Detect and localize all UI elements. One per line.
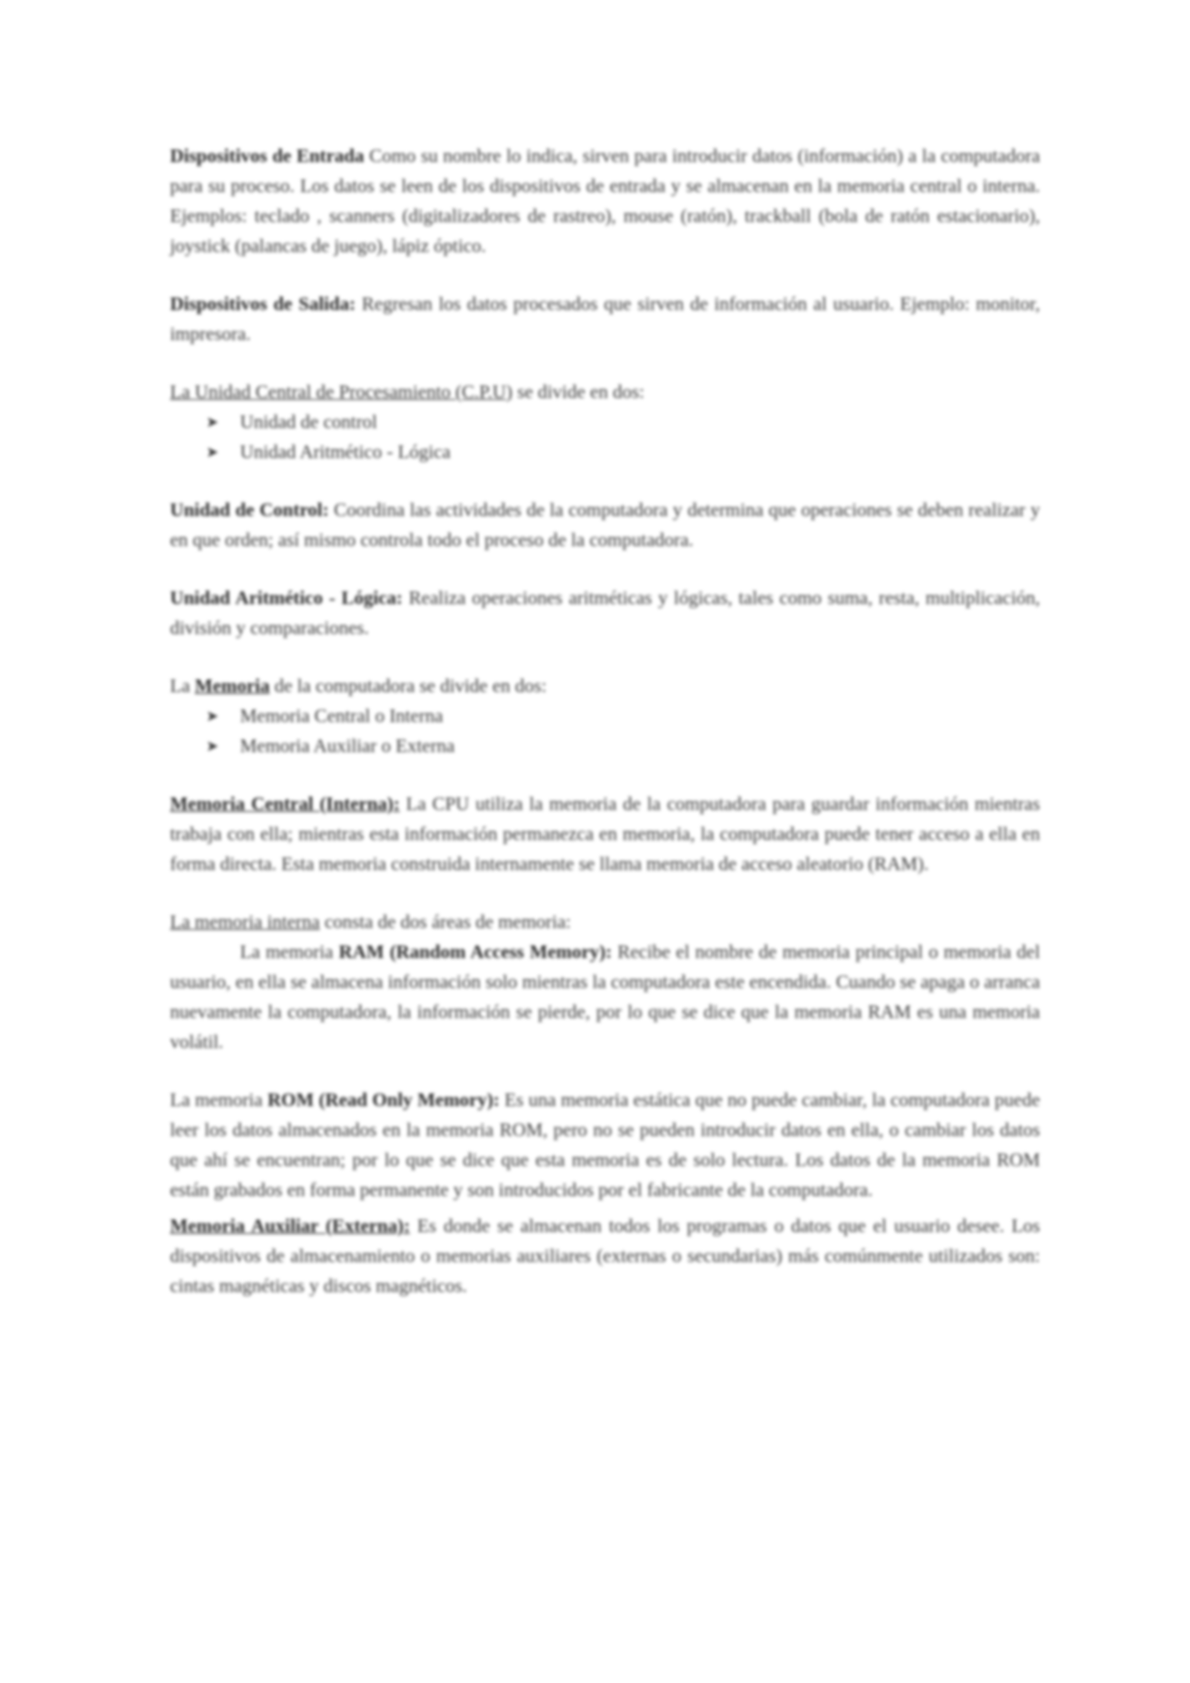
term-auxiliary-memory: Memoria Auxiliar (Externa): xyxy=(170,1216,411,1237)
paragraph-ram xyxy=(170,938,1040,1058)
paragraph-internal-memory-intro xyxy=(170,908,1040,938)
list-item xyxy=(206,408,1040,438)
list-item-label: Memoria Auxiliar o Externa xyxy=(240,736,455,757)
term-output-devices: Dispositivos de Salida: xyxy=(170,294,356,315)
rom-text: Es una memoria estática que no puede cambiar, la computadora puede leer los datos almacenados en la memoria ROM, pero no se pueden introducir datos en ella, o cambiar los datos que ahí se encuentran; por lo que se dice que esta memoria es de solo lectura. Los datos de la memoria ROM están grabados en forma permanente y son introducidos por el fabricante de la computadora. xyxy=(170,1090,1041,1201)
bullet-arrow-icon: ➤ xyxy=(206,709,219,725)
cpu-parts-list xyxy=(170,408,1040,468)
memory-intro-text: de la computadora se divide en dos: xyxy=(269,676,547,697)
term-internal-memory: La memoria interna xyxy=(170,912,320,933)
term-memory: Memoria xyxy=(194,676,270,697)
paragraph-auxiliary-memory xyxy=(170,1212,1040,1302)
paragraph-rom xyxy=(170,1086,1040,1206)
paragraph-control-unit xyxy=(170,496,1040,556)
paragraph-memory-intro xyxy=(170,672,1040,702)
control-unit-text: Coordina las actividades de la computadora y determina que operaciones se deben realizar y en que orden; así mismo controla todo el proceso de la computadora. xyxy=(170,500,1040,551)
term-control-unit: Unidad de Control: xyxy=(170,500,329,521)
paragraph-input-devices xyxy=(170,142,1040,262)
memory-intro-prefix: La xyxy=(170,676,195,697)
input-devices-text: Como su nombre lo indica, sirven para introducir datos (información) a la computadora para su proceso. Los datos se leen de los dispositivos de entrada y se almacenan en la memoria central o interna. Ejemplos: teclado , scanners (digitalizadores de rastreo), mouse (ratón), trackball (bola de ratón estacionario), joystick (palancas de juego), lápiz óptico. xyxy=(170,146,1041,257)
term-input-devices: Dispositivos de Entrada xyxy=(170,146,365,167)
list-item-label: Unidad Aritmético - Lógica xyxy=(240,442,451,463)
rom-prefix: La memoria xyxy=(170,1090,268,1111)
bullet-arrow-icon: ➤ xyxy=(206,415,219,431)
term-ram: RAM (Random Access Memory): xyxy=(338,942,612,963)
central-memory-text: La CPU utiliza la memoria de la computadora para guardar información mientras trabaja con ella; mientras esta información permanezca en memoria, la computadora puede tener acceso a ella en forma directa. Esta memoria construida internamente se llama memoria de acceso aleatorio (RAM). xyxy=(170,794,1040,875)
bullet-arrow-icon: ➤ xyxy=(206,445,219,461)
memory-types-list xyxy=(170,702,1040,762)
list-item xyxy=(206,702,1040,732)
alu-text: Realiza operaciones aritméticas y lógicas, tales como suma, resta, multiplicación, división y comparaciones. xyxy=(170,588,1040,639)
ram-prefix: La memoria xyxy=(240,942,339,963)
output-devices-text: Regresan los datos procesados que sirven de información al usuario. Ejemplo: monitor, impresora. xyxy=(170,294,1040,345)
auxiliary-memory-text: Es donde se almacenan todos los programas o datos que el usuario desee. Los dispositivos de almacenamiento o memorias auxiliares (externas o secundarias) más comúnmente utilizados son: cintas magnéticas y discos magnéticos. xyxy=(170,1216,1040,1297)
paragraph-central-memory xyxy=(170,790,1040,880)
paragraph-output-devices xyxy=(170,290,1040,350)
term-cpu: La Unidad Central de Procesamiento (C.P.U) xyxy=(170,382,513,403)
term-rom: ROM (Read Only Memory): xyxy=(267,1090,500,1111)
paragraph-cpu-intro xyxy=(170,378,1040,408)
list-item-label: Memoria Central o Interna xyxy=(240,706,444,727)
term-alu: Unidad Aritmético - Lógica: xyxy=(170,588,403,609)
list-item-label: Unidad de control xyxy=(240,412,378,433)
bullet-arrow-icon: ➤ xyxy=(206,739,219,755)
paragraph-alu xyxy=(170,584,1040,644)
internal-memory-text: consta de dos áreas de memoria: xyxy=(319,912,571,933)
ram-text: Recibe el nombre de memoria principal o memoria del usuario, en ella se almacena información solo mientras la computadora este encendida. Cuando se apaga o arranca nuevamente la computadora, la información se pierde, por lo que se dice que la memoria RAM es una memoria volátil. xyxy=(170,942,1040,1053)
cpu-intro-text: se divide en dos: xyxy=(512,382,645,403)
term-central-memory: Memoria Central (Interna): xyxy=(170,794,400,815)
list-item xyxy=(206,438,1040,468)
list-item xyxy=(206,732,1040,762)
